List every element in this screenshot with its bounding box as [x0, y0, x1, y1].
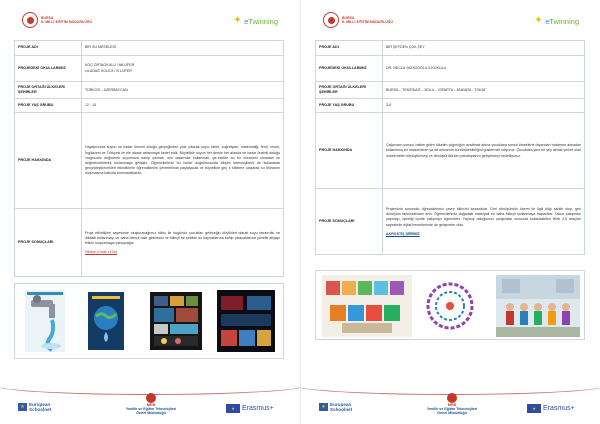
- row-value: TÜRKİYE - AZERBAYCAN: [82, 82, 284, 99]
- row-key: PROJE YAŞ GRUBU: [15, 99, 82, 113]
- erasmus-logo: ★ Erasmus+: [527, 404, 575, 413]
- etwinning-brand: Twinning: [549, 16, 579, 26]
- meb-logo-text: BURSA İL MİLLİ EĞİTİM MÜDÜRLÜĞÜ: [41, 16, 93, 24]
- meb-logo-text: BURSA İL MİLLİ EĞİTİM MÜDÜRLÜĞÜ: [342, 16, 394, 24]
- eu-stars-icon: ★: [18, 403, 27, 411]
- row-value: KOÇ ORTAOKULU / NİLÜFER ULUDAĞ KOLEJİ / N LÜFER: [82, 56, 284, 82]
- table-row: [316, 56, 585, 82]
- meb-logo: [22, 12, 92, 28]
- row-key: PROJE HAKKINDA: [316, 113, 383, 189]
- letter-boxes-photo: [322, 275, 412, 337]
- row-value: [82, 209, 284, 277]
- page-footer: [301, 388, 600, 424]
- row-key: PROJE HAKKINDA: [15, 113, 82, 209]
- erasmus-logo: ★ Erasmus+: [226, 404, 274, 413]
- yegitek-logo: MEB Yenilik ve Eğitim Teknolojileri Genel Müdürlüğü: [116, 393, 186, 415]
- yegitek-emblem-icon: [146, 393, 156, 403]
- students-icon: [496, 275, 580, 337]
- page-header: [22, 12, 278, 36]
- row-value: 12 - 15: [82, 99, 284, 113]
- page-header: [323, 12, 579, 36]
- row-key: PROJE ADI: [15, 41, 82, 56]
- table-row: [316, 41, 585, 56]
- table-row: [15, 56, 284, 82]
- row-key: PROJE SONUÇLARI: [15, 209, 82, 277]
- meb-emblem-icon: [323, 12, 339, 28]
- etwinning-logo: [534, 16, 579, 26]
- etwinning-brand: Twinning: [248, 16, 278, 26]
- row-value: BİR SU MESELESİ: [82, 41, 284, 56]
- row-value: BURSA – TEKİRDAĞ – BOLU – ISPARTA – ANKARA - TOKAT: [383, 82, 585, 99]
- row-key: PROJE YAŞ GRUBU: [316, 99, 383, 113]
- table-row: [15, 209, 284, 277]
- students-group-photo: [496, 275, 580, 337]
- meb-logo: [323, 12, 393, 28]
- row-value: [383, 189, 585, 255]
- meb-emblem-icon: [22, 12, 38, 28]
- results-text: Proje etkinlikleri sayesinde oluşturacağımız bilinç ile bugünün çocukları geleceğin büyükleri olarak suyu tasarruflu ve dikkatli kullanmayı ve daha bilinçli hale gelmesini ve bilinçli bir şekilde su kaynaklarına sahip çıkacaklarına yönelik altyapı bilinci oluşturmaya çalışacağız.: [85, 230, 280, 245]
- results-text: Projemizin sonunda; öğrencilerimiz çevre bilincini kazandılar. Geri dönüşümün önemi ile ilgili bilgi sahibi olup, geri dönüşüm farkındalıkları arttı. Öğrencilerimiz doğadaki materyali en daha bilinçli kullanmaya başladılar. Takım çalışması yapmayı, işbirliği içinde çalışmayı öğrendiler. Yapmış olduğumuz çalışmalar sonunda kullanılabilen Web 2.0 araçları sayesinde dijital becerilerinde de gelişmeler oldu.: [386, 206, 581, 227]
- european-schoolnet-logo: ★ European Schoolnet: [319, 402, 352, 412]
- eu-flag-icon: ★: [226, 404, 240, 413]
- etwinning-logo: [233, 16, 278, 26]
- table-row: [15, 99, 284, 113]
- row-key: PROJE ORTAĞI ÜLKELER/ŞEHİRLER: [15, 82, 82, 99]
- star-icon: ✦: [233, 15, 242, 26]
- row-key: PROJEDEKİ OKULLARIMIZ: [15, 56, 82, 82]
- circle-title-graphic: [420, 277, 480, 335]
- water-tap-poster: [25, 290, 65, 352]
- eu-flag-icon: ★: [527, 404, 541, 413]
- photo-strip: [14, 283, 284, 359]
- table-row: [316, 189, 585, 255]
- row-value: BİR ŞEYDEN ÇOK ŞEY: [383, 41, 585, 56]
- water-tap-icon: [25, 290, 65, 352]
- story-link[interactable]: Hikâye (Ortak Ürün): [85, 250, 117, 255]
- table-row: [15, 82, 284, 99]
- etwinning-prefix: e: [244, 16, 249, 26]
- digital-poster: [217, 290, 275, 352]
- row-key: PROJE SONUÇLARI: [316, 189, 383, 255]
- table-row: [316, 113, 585, 189]
- row-key: PROJE ORTAĞI ÜLKELER/ŞEHİRLER: [316, 82, 383, 99]
- project-info-table: [315, 40, 585, 255]
- water-day-poster: [88, 292, 124, 350]
- circle-title-icon: [420, 277, 480, 335]
- table-row: [15, 41, 284, 56]
- eu-stars-icon: ★: [319, 403, 328, 411]
- science-collage: [150, 292, 202, 350]
- globe-icon: [88, 292, 124, 350]
- row-value: DR. NECLA YAZICIOĞLU İLKOKULU: [383, 56, 585, 82]
- european-schoolnet-logo: ★ European Schoolnet: [18, 402, 51, 412]
- yegitek-emblem-icon: [447, 393, 457, 403]
- photo-strip: [315, 270, 585, 340]
- star-icon: ✦: [534, 15, 543, 26]
- letter-blocks-icon: [322, 275, 412, 337]
- project-info-table: [14, 40, 284, 277]
- right-page: [300, 0, 600, 424]
- yegitek-logo: MEB Yenilik ve Eğitim Teknolojileri Genel Müdürlüğü: [417, 393, 487, 415]
- collage-icon: [150, 292, 202, 350]
- row-value: Çağımızın sorunu haline gelen tüketim çılgınlığını azaltmak adına çocuklara somut örneklerle dışarıdan malzeme almadan kullanılmış bir malzemenin ya da nesnenin sürdürülebilirliğini göstermek istiyoruz. Çocuklara yeni bir şey almak yerine olan malzemeleri dönüştürmeyi ve dönüştürülürken paratoplarını geliştirmeyi hedefliyoruz.: [383, 113, 585, 189]
- row-value: 3-6: [383, 99, 585, 113]
- row-value: Hayatımızda suyun ne kadar önemli olduğu gerçeğinden yola çıkarak suyu; tarihi, coğrafyası, matematiği, fenti, resmi, İngilizcesi ve Türkçesi ile ele alarak aktarmaya hedef edik. Böylelikle suyun her dersle her alanda ne kadar önemli olduğu vurgusunu değinerek suyumuza sahip çıkmak, onu tasarrufla kullanmak, ge-ecekte su bir meselesi olmadan ve değerlendirilerek kullanmaya gelişsin. Öğrencilerimiz bu hedef doğrultusunda bilişim teknolojilerini de kullanarak gerçekleştirecekleri etkinliklerle öğrendiklerini çevrelerinde paylaşacak ve böylelikle geç s kitlelere ulaşarak su bilincinin oluşmasına katkıda bulunacaklardır.: [82, 113, 284, 209]
- row-key: PROJE ADI: [316, 41, 383, 56]
- row-key: PROJEDEKİ OKULLARIMIZ: [316, 56, 383, 82]
- acrostic-poem-link[interactable]: AKROSTİŞ ŞİİRİMİZ: [386, 231, 420, 236]
- etwinning-prefix: e: [545, 16, 550, 26]
- poster-icon: [217, 290, 275, 352]
- table-row: [316, 99, 585, 113]
- table-row: [316, 82, 585, 99]
- table-row: [15, 113, 284, 209]
- page-footer: [0, 388, 300, 424]
